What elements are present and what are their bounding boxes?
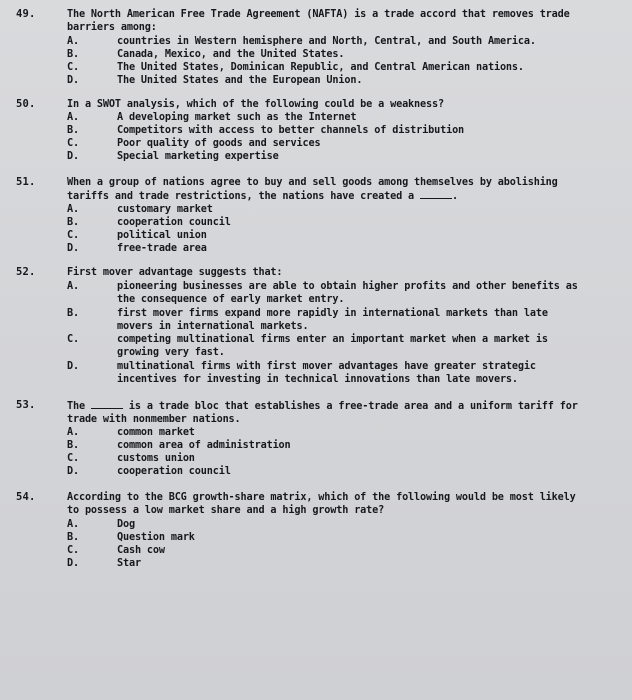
question-number: 54. bbox=[16, 491, 36, 503]
question-number: 52. bbox=[16, 266, 36, 278]
option-letter: A. bbox=[67, 427, 79, 438]
option-letter: D. bbox=[67, 243, 79, 254]
option-letter: D. bbox=[67, 466, 79, 477]
stem-text: When a group of nations agree to buy and sell goods among themselves by abolishing tariffs and trade restrictions, the nations have created a bbox=[67, 177, 558, 203]
option-text: Canada, Mexico, and the United States. bbox=[117, 49, 345, 60]
question-number: 49. bbox=[16, 8, 36, 20]
option-letter: A. bbox=[67, 112, 79, 123]
option-letter: A. bbox=[67, 281, 79, 292]
answer-blank bbox=[420, 189, 452, 199]
option-letter: B. bbox=[67, 49, 79, 60]
option-letter: B. bbox=[67, 217, 79, 228]
option-letter: C. bbox=[67, 138, 79, 149]
option-letter: A. bbox=[67, 204, 79, 215]
option-text: multinational firms with first mover advantages have greater strategic incentives for investing in technical innovations than late movers. bbox=[117, 361, 536, 386]
option-text: The United States and the European Union. bbox=[117, 75, 363, 86]
option-letter: C. bbox=[67, 453, 79, 464]
option-letter: C. bbox=[67, 62, 79, 73]
option-letter: C. bbox=[67, 334, 79, 345]
question-number: 51. bbox=[16, 176, 36, 188]
question-number: 53. bbox=[16, 399, 36, 411]
option-text: Competitors with access to better channels of distribution bbox=[117, 125, 465, 136]
option-text: common market bbox=[117, 427, 195, 438]
option-text: Cash cow bbox=[117, 545, 165, 556]
option-letter: B. bbox=[67, 532, 79, 543]
option-letter: D. bbox=[67, 361, 79, 372]
option-text: cooperation council bbox=[117, 466, 231, 477]
question-stem bbox=[67, 176, 615, 203]
question-stem: First mover advantage suggests that: bbox=[67, 267, 283, 278]
answer-blank bbox=[91, 399, 123, 409]
option-letter: B. bbox=[67, 440, 79, 451]
option-letter: B. bbox=[67, 125, 79, 136]
option-text: competing multinational firms enter an important market when a market is growing very fast. bbox=[117, 334, 548, 359]
option-text: pioneering businesses are able to obtain higher profits and other benefits as the consequence of early market entry. bbox=[117, 281, 578, 306]
question-stem: In a SWOT analysis, which of the following could be a weakness? bbox=[67, 99, 444, 110]
stem-text-end: is a trade bloc that establishes a free-trade area and a uniform tariff for trade with nonmember nations. bbox=[67, 401, 578, 426]
option-letter: D. bbox=[67, 75, 79, 86]
stem-text-end: . bbox=[452, 191, 459, 203]
stem-text: The bbox=[67, 401, 91, 412]
question-number: 50. bbox=[16, 98, 36, 110]
option-letter: B. bbox=[67, 308, 79, 319]
question-stem: According to the BCG growth-share matrix, which of the following would be most likely to possess a low market share and a high growth rate? bbox=[67, 492, 576, 517]
option-letter: D. bbox=[67, 558, 79, 569]
option-text: Special marketing expertise bbox=[117, 151, 279, 162]
option-text: common area of administration bbox=[117, 440, 291, 451]
question-stem bbox=[67, 399, 615, 426]
option-text: The United States, Dominican Republic, and Central American nations. bbox=[117, 62, 524, 73]
option-letter: C. bbox=[67, 230, 79, 241]
option-text: Star bbox=[117, 558, 141, 569]
option-text: political union bbox=[117, 230, 207, 241]
option-text: cooperation council bbox=[117, 217, 231, 228]
question-stem: The North American Free Trade Agreement (NAFTA) is a trade accord that removes trade barriers among: bbox=[67, 9, 570, 34]
option-letter: D. bbox=[67, 151, 79, 162]
option-letter: C. bbox=[67, 545, 79, 556]
option-text: first mover firms expand more rapidly in international markets than late movers in international markets. bbox=[117, 308, 548, 333]
option-text: countries in Western hemisphere and North, Central, and South America. bbox=[117, 36, 536, 47]
option-text: A developing market such as the Internet bbox=[117, 112, 357, 123]
option-text: Poor quality of goods and services bbox=[117, 138, 321, 149]
option-text: customs union bbox=[117, 453, 195, 464]
option-text: Question mark bbox=[117, 532, 195, 543]
option-text: Dog bbox=[117, 519, 135, 530]
option-text: customary market bbox=[117, 204, 213, 215]
option-letter: A. bbox=[67, 519, 79, 530]
option-letter: A. bbox=[67, 36, 79, 47]
option-text: free-trade area bbox=[117, 243, 207, 254]
